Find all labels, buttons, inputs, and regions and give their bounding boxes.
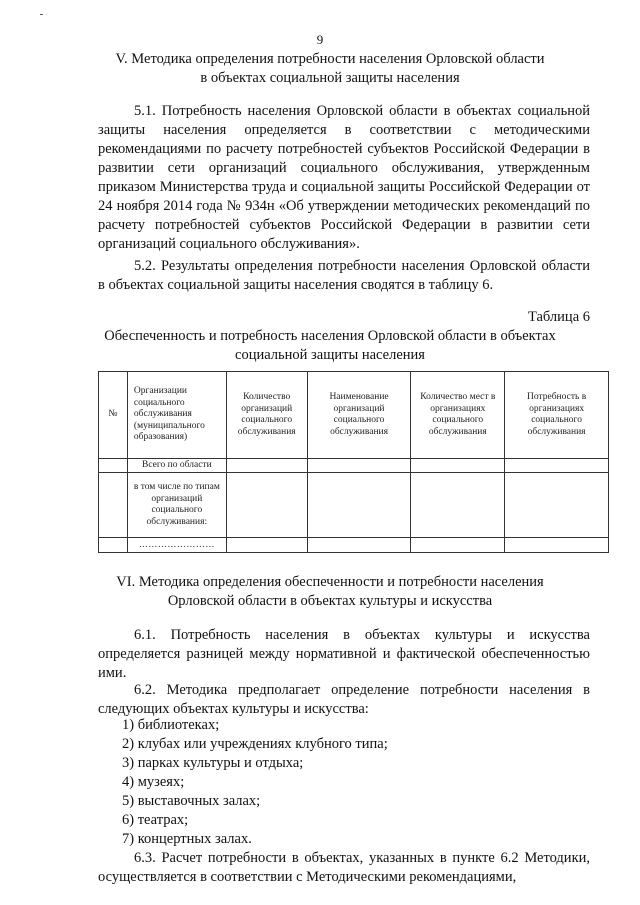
table-number: Таблица 6	[527, 309, 590, 325]
section5-title-line2: в объектах социальной защиты населения	[200, 70, 460, 86]
table-caption-line2: социальной защиты населения	[235, 347, 425, 363]
section5-title-line1: V. Методика определения потребности населения Орловской области	[115, 51, 545, 67]
paragraph-5-2-text: 5.2. Результаты определения потребности населения Орловской области в объектах социальной защиты населения сводятся в таблицу 6.	[98, 258, 590, 293]
table-6	[98, 371, 609, 553]
row-total-label: Всего по области	[127, 459, 226, 473]
section6-title-line1: VI. Методика определения обеспеченности и потребности населения	[116, 574, 544, 590]
table-caption	[50, 327, 610, 365]
list-item: 4) музеях;	[122, 774, 185, 790]
table-caption-line1: Обеспеченность и потребность населения Орловской области в объектах	[104, 328, 556, 344]
paragraph-6-1-text: 6.1. Потребность населения в объектах культуры и искусства определяется разницей между нормативной и фактической обеспеченностью ими.	[98, 627, 590, 681]
paragraph-5-1-text: 5.1. Потребность населения Орловской области в объектах социальной защиты населения определяется в соответствии с методическими рекомендациями по расчету потребностей субъектов Российской Федерации в развитии сети организаций социального обслуживания, утвержденным приказом Министерства труда и социальной защиты Российской Федерации от 24 ноября 2014 года № 934н «Об утверждении методических рекомендаций по расчету потребностей субъектов Российской Федерации в развитии сети организаций социального обслуживания».	[98, 103, 590, 252]
row-types-label: в том числе по типам организаций социального обслуживания:	[127, 473, 226, 538]
table-header-row	[99, 372, 609, 459]
row-dots: ……………………	[127, 538, 226, 553]
section6-title	[60, 573, 600, 611]
header-org-count: Количество организаций социального обслуживания	[226, 372, 307, 459]
paragraph-6-1	[98, 626, 590, 683]
table-row	[99, 538, 609, 553]
list-item: 2) клубах или учреждениях клубного типа;	[122, 736, 388, 752]
header-organizations: Организации социального обслуживания (муниципального образования)	[127, 372, 226, 459]
paragraph-6-2	[98, 681, 590, 719]
list-item: 3) парках культуры и отдыха;	[122, 755, 304, 771]
list-item: 5) выставочных залах;	[122, 793, 261, 809]
paragraph-6-3	[98, 849, 590, 887]
paragraph-5-1	[98, 102, 590, 254]
page-number: 9	[316, 32, 324, 47]
paragraph-6-2-text: 6.2. Методика предполагает определение потребности населения в следующих объектах культуры и искусства:	[98, 682, 590, 717]
table-row	[99, 459, 609, 473]
header-places-count: Количество мест в организациях социального обслуживания	[411, 372, 505, 459]
paragraph-6-3-text: 6.3. Расчет потребности в объектах, указанных в пункте 6.2 Методики, осуществляется в соответствии с Методическими рекомендациями,	[98, 850, 590, 885]
header-need: Потребность в организациях социального обслуживания	[505, 372, 609, 459]
table-row	[99, 473, 609, 538]
list-item: 7) концертных залах.	[122, 831, 252, 847]
list-item: 1) библиотеках;	[122, 717, 220, 733]
section6-title-line2: Орловской области в объектах культуры и искусства	[167, 593, 493, 609]
list-item: 6) театрах;	[122, 812, 189, 828]
section5-title	[60, 50, 600, 88]
paragraph-5-2	[98, 257, 590, 295]
header-org-names: Наименование организаций социального обслуживания	[307, 372, 411, 459]
scan-mark	[40, 14, 43, 15]
header-number: №	[99, 372, 128, 459]
